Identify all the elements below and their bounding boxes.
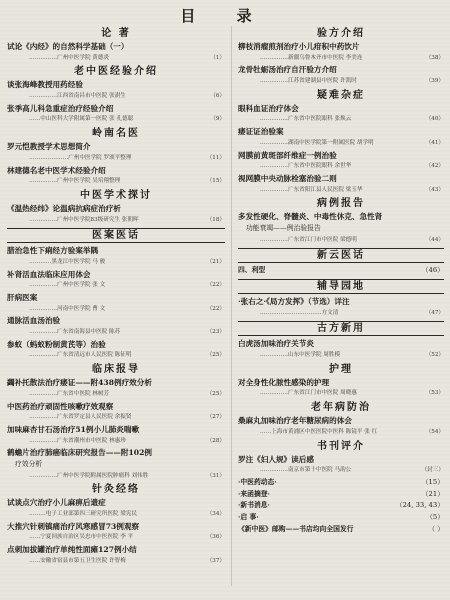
article-title [7,401,225,413]
entry-text: 痿证证治验案 [238,127,284,137]
article-author-line [7,176,225,188]
article-author-line [238,350,444,362]
entry-text: ……………山东中医学院 周胜模 [260,352,341,359]
entry-text: 罗注《妇人规》读后感 [238,454,314,464]
article-title [7,292,225,304]
article-author-line [238,161,444,173]
article-title [238,41,444,53]
page-number: （25） [206,352,225,359]
entry-text: ……中山医科大学附属第一医院 张 孔德聪 [29,116,134,123]
article-title [7,497,225,509]
page-number: （37） [206,557,225,564]
section-heading: 护理 [329,363,353,375]
page-number: （21） [206,258,225,265]
entry-text: 柳枝消瘤煎剂治疗小儿疳积中药饮片 [238,42,360,51]
section-heading: 中医学术探讨 [80,189,152,201]
article-author-line [238,185,444,197]
article-title [238,126,444,138]
entry-text: ……………江西省南昌市中医院 张澍生 [29,93,126,100]
page-number: （36） [206,534,225,541]
entry-text: 通脉活血汤治验 [7,316,61,326]
entry-text: ………电子工业部第四三研究所医院 梁宪民 [29,511,138,517]
column-series-entry [238,477,444,489]
page-number: （18） [206,216,225,223]
section-heading: 病例报告 [317,198,365,210]
entry-text: 蠲补托散法治疗痿证——附438例疗效分析 [7,378,152,388]
page-number: （25） [206,390,225,397]
entry-text: 视网膜中央动脉栓塞治验二则 [238,173,337,183]
page-number: （54） [425,428,444,435]
page-number: （40） [425,116,444,123]
entry-text: ……………广东省南海县中医院 陈苏 [29,329,121,336]
article-author-line [7,280,225,292]
page-number: （11） [206,154,225,161]
left-column [7,26,225,567]
article-title [238,64,444,76]
entry-text: 鹤蟾片治疗肺癌临床研究报告——附102例 [7,448,152,458]
page-number: （47） [425,309,444,316]
entry-text: ……………………………方文清 [260,309,339,316]
page-number: （42） [425,163,444,170]
entry-text: ……………广东省江门市中医院 梁德明 [260,236,357,243]
page-number: （31） [206,472,225,479]
entry-text: …………………广州中医学院 罗颂平整理 [29,154,132,161]
article-title [238,150,444,162]
article-title [7,377,225,389]
entry-text: ·启 事· [238,512,259,521]
entry-text: ……宁夏回族自治区吴忠市中医医院 李 平 [29,534,134,541]
article-title [7,544,225,556]
column-series-entry [238,500,444,512]
page-number: （15） [206,178,225,185]
page-number: （46） [421,266,444,275]
article-title [238,377,444,389]
article-title [238,223,444,235]
page-number: （15） [421,477,444,486]
article-author-line [7,91,225,103]
entry-text: 疗效分析 [15,459,43,468]
page-number: （ ） [428,524,444,533]
entry-text: 张季高儿科急重症治疗经验介绍 [7,103,114,113]
page-number: （38） [425,54,444,61]
entry-text: ……………广州中医学院 黄德炎 [29,54,110,61]
entry-text: ……………广东省清远市人民医院 陈征明 [29,352,132,359]
section-heading: 岭南名医 [92,128,140,140]
section-heading: 古方新用 [238,321,444,336]
column-series-entry [238,265,444,277]
entry-text: ·新书消息· [238,501,270,510]
page-number: （22） [206,305,225,312]
article-title [238,173,444,185]
section-heading: 医案医话 [7,228,225,243]
entry-text: ……………广东省江门市中医院 周晓惠 [260,390,357,397]
page-number: （27） [206,414,225,421]
section-heading: 书刊评介 [317,440,365,452]
section-heading: 疑难杂症 [317,89,365,101]
article-author-line [7,257,225,269]
entry-text: 加味麻杏甘石汤治疗51例小儿肺炎喘嗽 [7,424,140,434]
article-title [7,269,225,281]
article-title [7,245,225,257]
article-author-line [7,53,225,65]
section-heading: 老中医经验介绍 [74,66,158,78]
page-number: （52） [425,352,444,359]
entry-text: 对全身性化脓性感染的护理 [238,377,330,387]
article-title [7,103,225,115]
page-number: （23） [206,329,225,336]
page-number: （43） [425,186,444,193]
page-number: （1） [210,54,225,61]
section-heading: 临床报导 [92,364,140,376]
entry-text: 试谈点穴治疗小儿麻痹后遗症 [7,498,106,508]
entry-text: 网膜前黄斑部纤维症一例治验 [238,150,337,160]
entry-text: ……………湖南中医学院第一附属医院 胡学明 [260,139,374,146]
entry-text: 大推穴针刺镇痛治疗风寒感冒73例观察 [7,521,140,531]
article-author-line [238,308,444,320]
entry-text: ……………广东省阳江县人民医院 梁玉华 [260,186,363,193]
entry-text: 龙骨牡蛎汤治疗自汗验方介绍 [238,65,337,75]
entry-text: 眼科血证治疗体会 [238,103,299,113]
page-number: （24, 33, 43） [395,501,444,510]
right-column [238,26,444,535]
column-divider [231,26,232,586]
article-title [7,521,225,533]
page-number: （41） [425,139,444,146]
entry-text: ……………河南中医学院 曹 文 [29,305,106,312]
entry-text: ……………广州中医学院附属医院肿瘤科 刘伟胜 [29,472,149,479]
entry-text: ……………广东省中医院眼科 余世华 [260,163,352,170]
entry-text: 罗元恺教授学术思想简介 [7,142,91,152]
entry-text: 四、利型 [238,266,266,275]
entry-text: ……………广州中医学院 吴培翔整理 [29,178,121,185]
article-author-line [7,556,225,568]
article-author-line [7,153,225,165]
article-author-line [7,215,225,227]
entry-text: ……………南京市第十中医院 马韵公 [260,467,352,474]
page-number: （28） [206,437,225,444]
section-heading: 论 著 [101,28,131,39]
entry-text: 《新中医》邮购——书店均向全国发行 [238,524,354,533]
section-heading: 针灸经络 [92,484,140,496]
article-title [7,203,225,215]
entry-text: ……………江苏省建湖县中医院 许凯时 [260,78,357,85]
entry-text: ·张右之·《局方发挥》（节选）详注 [238,297,350,306]
section-heading: 辅导园地 [238,279,444,294]
entry-text: ……………广东省潮州市中医院 林惠珍 [29,437,126,444]
column-series-entry [238,524,444,536]
entry-text: 肝病医案 [7,293,38,302]
article-title [7,165,225,177]
entry-text: ·中医药动态· [238,477,277,486]
entry-text: 《温热经纬》论温病抗病症治疗析 [7,203,121,213]
article-author-line [7,509,225,521]
section-heading: 老年病防治 [311,402,371,414]
article-author-line [238,76,444,88]
entry-text: 补肾活血法临床应用体会 [7,269,91,279]
page-number: （21） [421,489,444,498]
page-number: （44） [425,236,444,243]
article-author-line [7,532,225,544]
page-number: （5） [426,512,444,521]
toc-title: 目 录 [180,7,270,25]
article-author-line [238,388,444,400]
article-author-line [7,436,225,448]
entry-text: …………黑龙江中医学院 马 骏 [29,258,106,265]
article-title [238,415,444,427]
entry-text: 参蚁（蚂蚁粉制黄芪等）治验 [7,339,106,349]
article-author-line [238,53,444,65]
entry-text: ……………广州中医学院 张 文 [29,282,106,289]
article-title [7,447,225,459]
column-series-entry [238,512,444,524]
page-number: （39） [425,78,444,85]
entry-text: 谈张海峰教授用药经验 [7,80,83,90]
article-author-line [238,235,444,247]
section-heading: 新云医话 [238,248,444,263]
entry-text: 林建德名老中医学术经验介绍 [7,165,106,175]
article-title [238,211,444,223]
article-author-line [238,465,444,477]
article-title [7,141,225,153]
article-title [7,315,225,327]
entry-text: 试论《内经》的自然科学基础（一） [7,42,129,51]
article-author-line [238,114,444,126]
article-author-line [7,114,225,126]
article-author-line [7,350,225,362]
article-title [238,454,444,466]
article-author-line [238,427,444,439]
column-series-entry [238,489,444,501]
entry-text: 白虎汤加味治疗关节炎 [238,339,314,349]
page-number: （6） [210,93,225,100]
page-number: （封三） [421,467,444,474]
article-title [7,339,225,351]
entry-text: ……………新疆乌鲁木齐市中医院 李美连 [260,54,363,61]
article-title [238,296,444,308]
article-author-line [7,304,225,316]
entry-text: 桑麻丸加味治疗老年糖尿病的体会 [238,416,352,426]
entry-text: ……………广东省罗定县人民医院 余振贤 [29,414,132,421]
entry-text: ……安徽省宿县市第五卫生医院 许智梅 [29,557,126,564]
article-title [7,424,225,436]
entry-text: 功能衰竭——例治验报告 [246,223,321,232]
article-title [238,103,444,115]
article-author-line [7,389,225,401]
entry-text: 中医药治疗顽固性咳嗽疗效观察 [7,401,114,411]
section-heading: 验方介绍 [317,28,365,39]
entry-text: ……………广东省中医院 林树芳 [29,390,110,397]
entry-text: ……………广州中医学院83级研究生 张朝晖 [29,216,139,223]
entry-text: ……………广东省中医院眼科 张焕云 [260,116,352,123]
article-title [7,79,225,91]
page-number: （9） [210,116,225,123]
page-number: （34） [206,511,225,517]
article-author-line [7,471,225,483]
entry-text: ·来函摘登· [238,489,270,498]
entry-text: ……上海市黄浦区中医医院中医科 陈镜平 张 红 [260,428,378,435]
page-number: （53） [425,390,444,397]
page-number: （22） [206,282,225,289]
entry-text: 多发性硬化、脊髓炎、中毒性休克、急性肾 [238,212,383,222]
article-title [7,459,225,471]
article-title [7,41,225,53]
article-author-line [238,138,444,150]
article-title [238,338,444,350]
article-author-line [7,327,225,339]
entry-text: 点刺加拔罐治疗单纯性面瘫127例小结 [7,545,137,555]
entry-text: 腊治急性下痢经方验案举隅 [7,246,99,256]
article-author-line [7,412,225,424]
